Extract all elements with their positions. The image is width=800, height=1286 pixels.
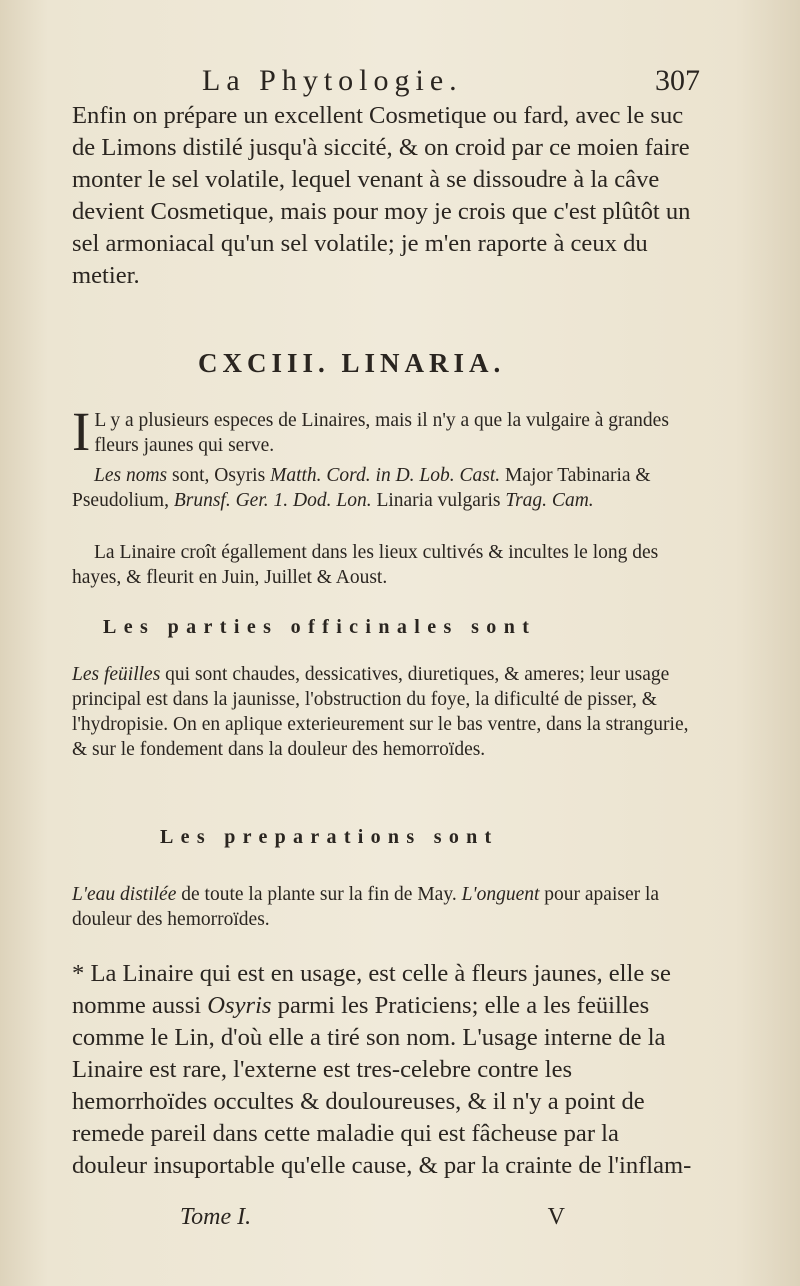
names-ref-1: Matth. Cord. in D. Lob. Cast. (270, 465, 501, 486)
chapter-title: CXCIII. LINARIA. (198, 348, 506, 378)
water-text: de toute la plante sur la fin de May. (176, 884, 462, 905)
species-paragraph (72, 401, 697, 462)
page-footer (180, 1204, 600, 1238)
names-ref-2: Brunsf. Ger. 1. Dod. Lon. (173, 490, 372, 511)
leaves-label: Les feüilles (72, 664, 161, 685)
intro-paragraph: Enfin on prépare un excellent Cosmetique ou fard, avec le suc de Limons distilé jusqu'à siccité, & on croid par ce moien faire monter le sel volatile, lequel venant à se dissoudre à la câve devient Cosmetique, mais pour moy je crois que c'est plûtôt un sel armoniacal qu'un sel volatile; je m'en raporte à ceux du metier. (72, 102, 691, 289)
note-italic: Osyris (207, 992, 272, 1019)
water-label: L'eau distilée (72, 884, 177, 905)
volume-label: Tome I. (180, 1204, 252, 1230)
names-ref-3: Trag. Cam. (505, 490, 594, 511)
ointment-label: L'onguent (461, 884, 540, 905)
section-title-preparations: Les preparations sont (160, 826, 499, 848)
leaves-text: qui sont chaudes, dessicatives, diuretiques, & ameres; leur usage principal est dans la jaunisse, l'obstruction du foye, la dificulté de pisser, & l'hydropisie. On en aplique exterieurement sur le bas ventre, dans la strangurie, & sur le fondement dans la douleur des hemorroïdes. (72, 664, 689, 760)
drop-cap: I (72, 401, 91, 462)
species-text: L y a plusieurs especes de Linaires, mais il n'y a que la vulgaire à grandes fleurs jaunes qui serve. (94, 410, 669, 456)
habitat-text: La Linaire croît égallement dans les lieux cultivés & incultes le long des hayes, & fleurit en Juin, Juillet & Aoust. (72, 542, 659, 588)
names-paragraph (72, 463, 697, 513)
names-label: Les noms (94, 465, 168, 486)
running-title: La Phytologie. (202, 64, 463, 97)
signature-mark: V (547, 1204, 565, 1230)
note-text-2: parmi les Praticiens; elle a les feüilles comme le Lin, d'où elle a tiré son nom. L'usage interne de la Linaire est rare, l'externe est tres-celebre contre les hemorrhoïdes occultes & douloureuses, & il n'y a point de remede pareil dans cette maladie qui est fâcheuse par la douleur insuportable qu'elle cause, & par la crainte de l'inflam- (72, 992, 692, 1179)
ointment-text: pour apaiser la douleur des hemorroïdes. (72, 884, 660, 930)
habitat-paragraph (72, 540, 697, 590)
section-title-parties: Les parties officinales sont (103, 616, 537, 638)
page-header (70, 64, 710, 104)
preparations-paragraph (72, 882, 697, 932)
names-text-1: sont, Osyris (167, 465, 271, 486)
page-number: 307 (655, 64, 700, 97)
names-text-3: Linaria vulgaris (371, 490, 506, 511)
leaves-paragraph (72, 662, 697, 762)
note-text-1: * La Linaire qui est en usage, est celle à fleurs jaunes, elle se nomme aussi (72, 960, 671, 1019)
note-paragraph (72, 958, 697, 1182)
names-text-2: Major Tabinaria & Pseudolium, (72, 465, 651, 511)
